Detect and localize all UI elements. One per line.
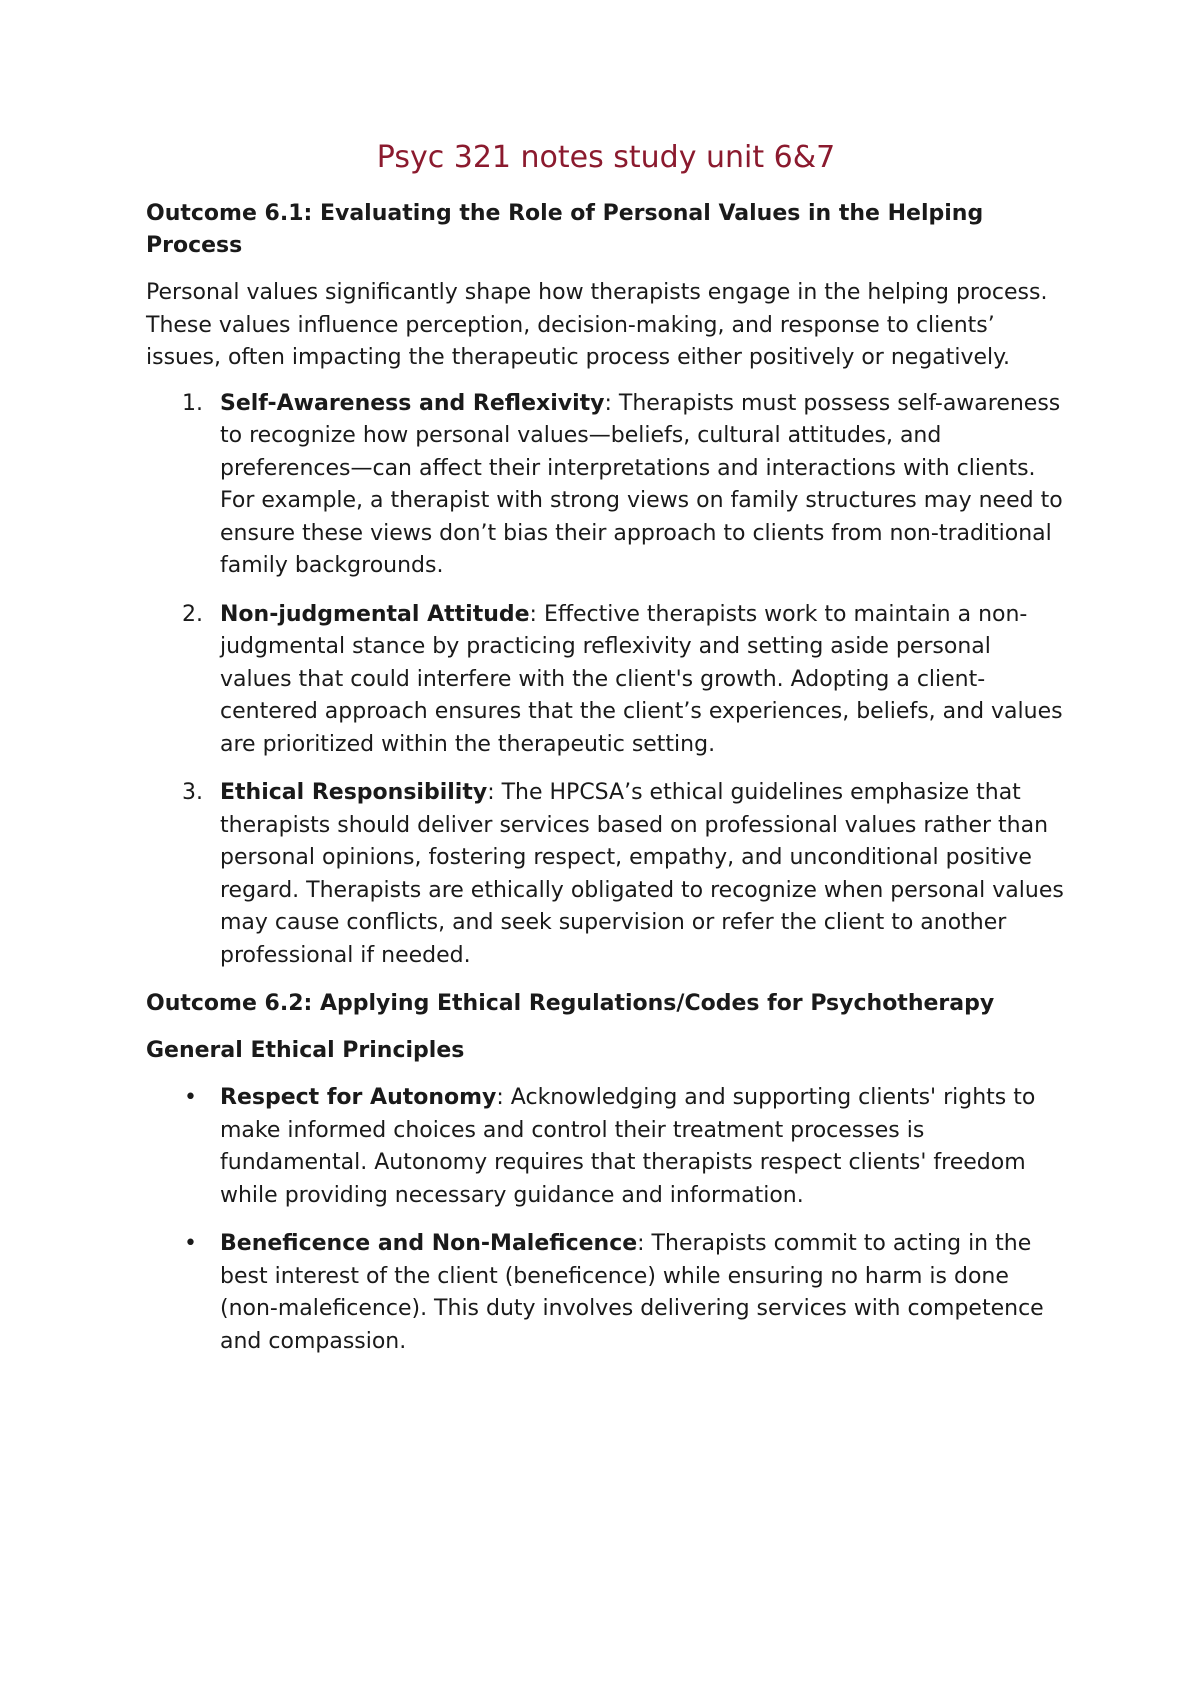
list-item-text: : Acknowledging and supporting clients' rights to make informed choices and control their treatment processes is fundamental. Autonomy requires that therapists respect clients' freedom while providing necessary guidance and information. [220, 1085, 1036, 1208]
list-item [146, 1228, 1066, 1358]
list-item-term: Self-Awareness and Reflexivity [220, 390, 605, 416]
page-title: Psyc 321 notes study unit 6&7 [376, 140, 836, 175]
list-number: 3. [182, 780, 203, 805]
list-item-term: Respect for Autonomy [220, 1085, 497, 1110]
list-item [146, 1082, 1066, 1212]
outcome-6-1-intro: Personal values significantly shape how therapists engage in the helping process. These values influence perception, decision-making, and response to clients’ issues, often impacting the therapeutic process either positively or negatively. [146, 280, 1048, 370]
outcome-6-2-heading: Outcome 6.2: Applying Ethical Regulations/Codes for Psychotherapy [146, 991, 995, 1016]
list-item [146, 388, 1066, 583]
list-item [146, 599, 1066, 762]
outcome-6-1-heading: Outcome 6.1: Evaluating the Role of Personal Values in the Helping Process [146, 201, 984, 258]
list-item-term: Non-judgmental Attitude [220, 601, 530, 627]
general-ethical-principles-heading: General Ethical Principles [146, 1038, 465, 1063]
bullet-icon: • [184, 1085, 197, 1110]
ethical-principles-list [146, 1082, 1066, 1358]
personal-values-list [146, 388, 1066, 973]
list-item-text: : Therapists must possess self-awareness to recognize how personal values—beliefs, cultural attitudes, and preferences—can affect their interpretations and interactions with clients. For example, a therapist with strong views on family structures may need to ensure these views don’t bias their approach to clients from non-traditional family backgrounds. [220, 390, 1063, 578]
list-item-term: Ethical Responsibility [220, 780, 488, 805]
list-item-text: : The HPCSA’s ethical guidelines emphasize that therapists should deliver services based on professional values rather than personal opinions, fostering respect, empathy, and unconditional positive regard. Therapists are ethically obligated to recognize when personal values may cause conflicts, and seek supervision or refer the client to another professional if needed. [220, 780, 1064, 968]
list-number: 1. [182, 390, 203, 416]
list-item-text: : Therapists commit to acting in the best interest of the client (beneficence) while ensuring no harm is done (non-maleficence). This duty involves delivering services with competence and compassion. [220, 1231, 1044, 1354]
list-number: 2. [182, 601, 203, 627]
bullet-icon: • [184, 1231, 197, 1256]
document-page [146, 140, 1066, 1374]
list-item-text: : Effective therapists work to maintain a non-judgmental stance by practicing reflexivity and setting aside personal values that could interfere with the client's growth. Adopting a client-centered approach ensures that the client’s experiences, beliefs, and values are prioritized within the therapeutic setting. [220, 601, 1063, 757]
list-item [146, 777, 1066, 972]
list-item-term: Beneficence and Non-Maleficence [220, 1231, 638, 1256]
